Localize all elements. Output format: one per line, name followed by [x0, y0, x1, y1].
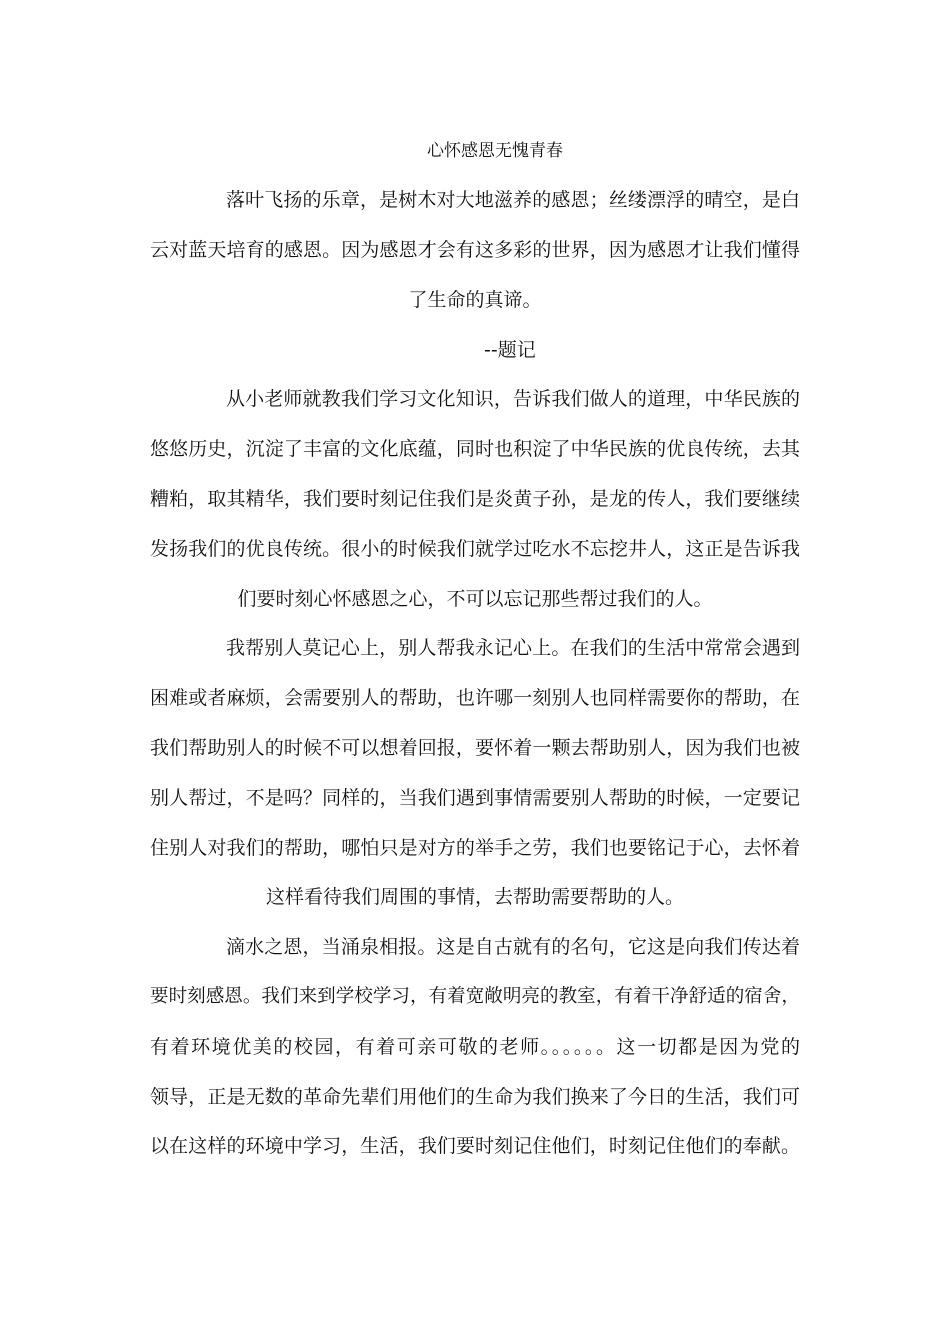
paragraph-line: 别人帮过，不是吗？同样的，当我们遇到事情需要别人帮助的时候，一定要记	[150, 787, 800, 809]
paragraph-line: 从小老师就教我们学习文化知识，告诉我们做人的道理，中华民族的	[226, 388, 800, 410]
paragraph-line: 这样看待我们周围的事情，去帮助需要帮助的人。	[265, 886, 684, 908]
epigraph-line: 落叶飞扬的乐章，是树木对大地滋养的感恩；丝缕漂浮的晴空，是白	[226, 189, 800, 211]
epigraph-line: 了生命的真谛。	[408, 289, 542, 311]
paragraph-line: 住别人对我们的帮助，哪怕只是对方的举手之劳，我们也要铭记于心，去怀着	[150, 837, 800, 859]
paragraph-line: 我帮别人莫记心上，别人帮我永记心上。在我们的生活中常常会遇到	[226, 637, 800, 659]
paragraph-line: 要时刻感恩。我们来到学校学习，有着宽敞明亮的教室，有着干净舒适的宿舍，	[150, 986, 800, 1007]
paragraph-line: 糟粕，取其精华，我们要时刻记住我们是炎黄子孙，是龙的传人，我们要继续	[150, 488, 800, 510]
paragraph-line: 有着环境优美的校园，有着可亲可敬的老师。。。。。。这一切都是因为党的	[150, 1036, 800, 1058]
paragraph-line: 以在这样的环境中学习，生活，我们要时刻记住他们，时刻记住他们的奉献。	[150, 1135, 800, 1157]
paragraph-line: 领导，正是无数的革命先辈们用他们的生命为我们换来了今日的生活，我们可	[150, 1086, 800, 1108]
paragraph-line: 悠悠历史，沉淀了丰富的文化底蕴，同时也积淀了中华民族的优良传统，去其	[150, 438, 800, 460]
paragraph-line: 发扬我们的优良传统。很小的时候我们就学过吃水不忘挖井人，这正是告诉我	[150, 538, 800, 560]
epigraph-attribution: --题记	[484, 339, 536, 361]
paragraph-line: 困难或者麻烦，会需要别人的帮助，也许哪一刻别人也同样需要你的帮助，在	[150, 687, 800, 709]
epigraph-line: 云对蓝天培育的感恩。因为感恩才会有这多彩的世界，因为感恩才让我们懂得	[150, 239, 800, 261]
page-title: 心怀感恩无愧青春	[427, 141, 563, 161]
paragraph-line: 滴水之恩，当涌泉相报。这是自古就有的名句，它这是向我们传达着	[226, 936, 800, 958]
paragraph-line: 我们帮助别人的时候不可以想着回报，要怀着一颗去帮助别人，因为我们也被	[150, 737, 800, 759]
paragraph-line: 们要时刻心怀感恩之心，不可以忘记那些帮过我们的人。	[237, 588, 713, 610]
